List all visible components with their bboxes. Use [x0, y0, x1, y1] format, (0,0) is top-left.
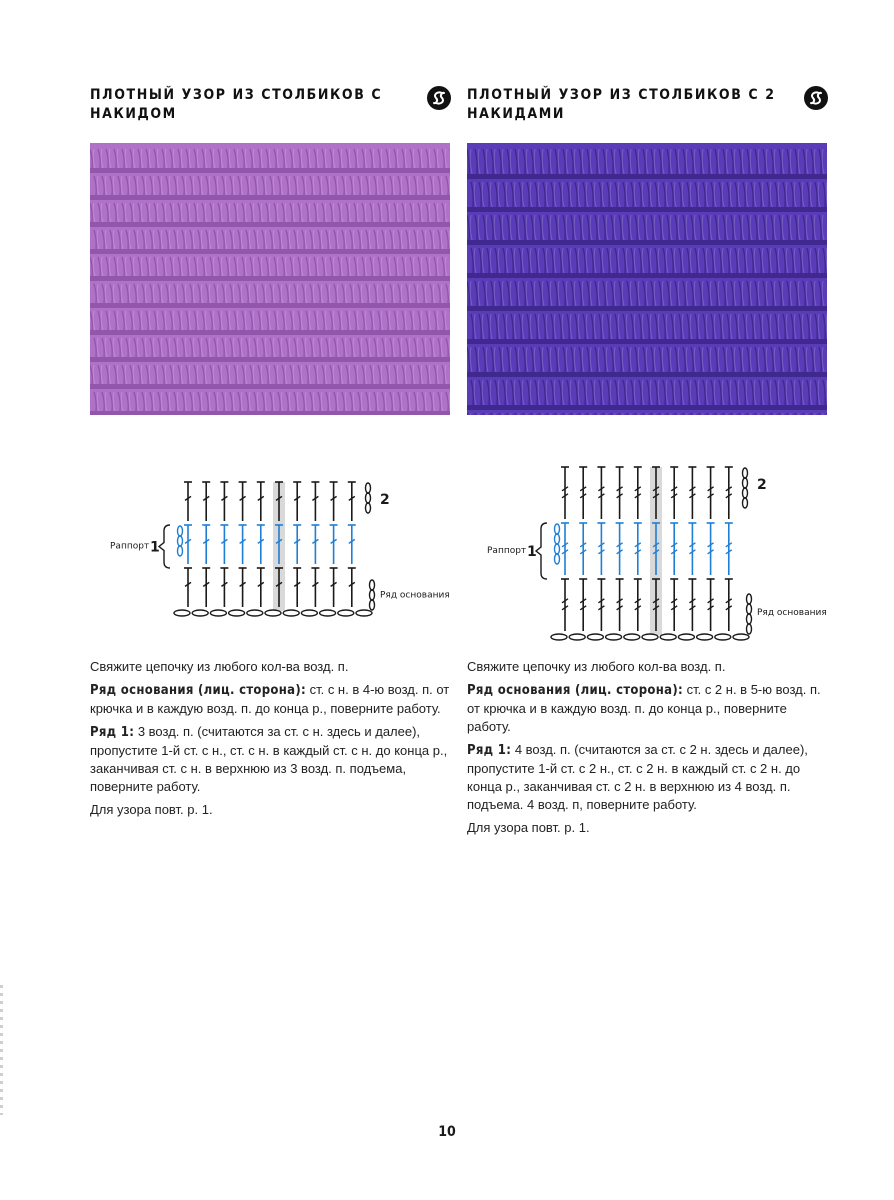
instruction-row-1-lead: Ряд 1: — [467, 743, 512, 758]
left-instructions — [90, 658, 452, 824]
instruction-base-row — [467, 681, 829, 736]
instruction-base-row-text: ст. с н. в 4-ю возд. п. от крючка и в каждую возд. п. до конца р., поверните работу. — [90, 682, 450, 716]
instruction-repeat: Для узора повт. р. 1. — [467, 820, 590, 835]
row-1-label: 1 — [527, 544, 537, 560]
instruction-row-1-text: 3 возд. п. (считаются за ст. с н. здесь и далее), пропустите 1-й ст. с н., ст. с н. в каждый ст. с н. до конца р., заканчивая ст. с н. в верхнюю из 3 возд. п. подъема, поверните работу. — [90, 724, 448, 794]
margin-mark — [0, 985, 3, 1115]
instruction-row-1 — [90, 723, 452, 796]
instruction-row-1 — [467, 741, 829, 814]
right-swatch-photo — [467, 143, 827, 415]
instruction-start: Свяжите цепочку из любого кол-ва возд. п. — [90, 659, 349, 674]
rapport-label: Раппорт — [110, 541, 150, 552]
left-swatch-photo — [90, 143, 450, 415]
instruction-row-1-text: 4 возд. п. (считаются за ст. с 2 н. здесь и далее), пропустите 1-й ст. с 2 н., ст. с 2 н. в каждый ст. с 2 н. до конца р., заканчивая ст. с 2 н. в верхнюю из 4 возд. п. подъема. 4 возд. п, поверните работу. — [467, 742, 808, 812]
right-pattern-column — [467, 0, 829, 1200]
instruction-base-row-lead: Ряд основания (лиц. сторона): — [90, 683, 306, 698]
left-stitch-diagram — [90, 470, 452, 635]
crochet-symbol-icon — [427, 86, 451, 110]
rapport-label: Раппорт — [487, 546, 527, 556]
crochet-symbol-icon — [804, 86, 828, 110]
left-pattern-column — [90, 0, 452, 1200]
base-row-label: Ряд основания — [757, 608, 827, 618]
row-1-label: 1 — [150, 539, 160, 556]
row-2-label: 2 — [757, 477, 767, 493]
instruction-start: Свяжите цепочку из любого кол-ва возд. п. — [467, 659, 726, 674]
row-2-label: 2 — [380, 492, 390, 508]
left-pattern-title: ПЛОТНЫЙ УЗОР ИЗ СТОЛБИКОВ С НАКИДОМ — [90, 87, 383, 122]
instruction-base-row-lead: Ряд основания (лиц. сторона): — [467, 683, 683, 698]
right-instructions — [467, 658, 829, 842]
instruction-row-1-lead: Ряд 1: — [90, 725, 135, 740]
base-row-label: Ряд основания — [380, 590, 450, 601]
instruction-base-row — [90, 681, 452, 718]
instruction-repeat: Для узора повт. р. 1. — [90, 802, 213, 817]
instruction-base-row-text: ст. с 2 н. в 5-ю возд. п. от крючка и в каждую возд. п. до конца р., поверните работу. — [467, 682, 821, 734]
right-pattern-title: ПЛОТНЫЙ УЗОР ИЗ СТОЛБИКОВ С 2 НАКИДАМИ — [467, 87, 776, 122]
right-stitch-diagram — [467, 455, 829, 650]
page-number: 10 — [438, 1124, 456, 1140]
